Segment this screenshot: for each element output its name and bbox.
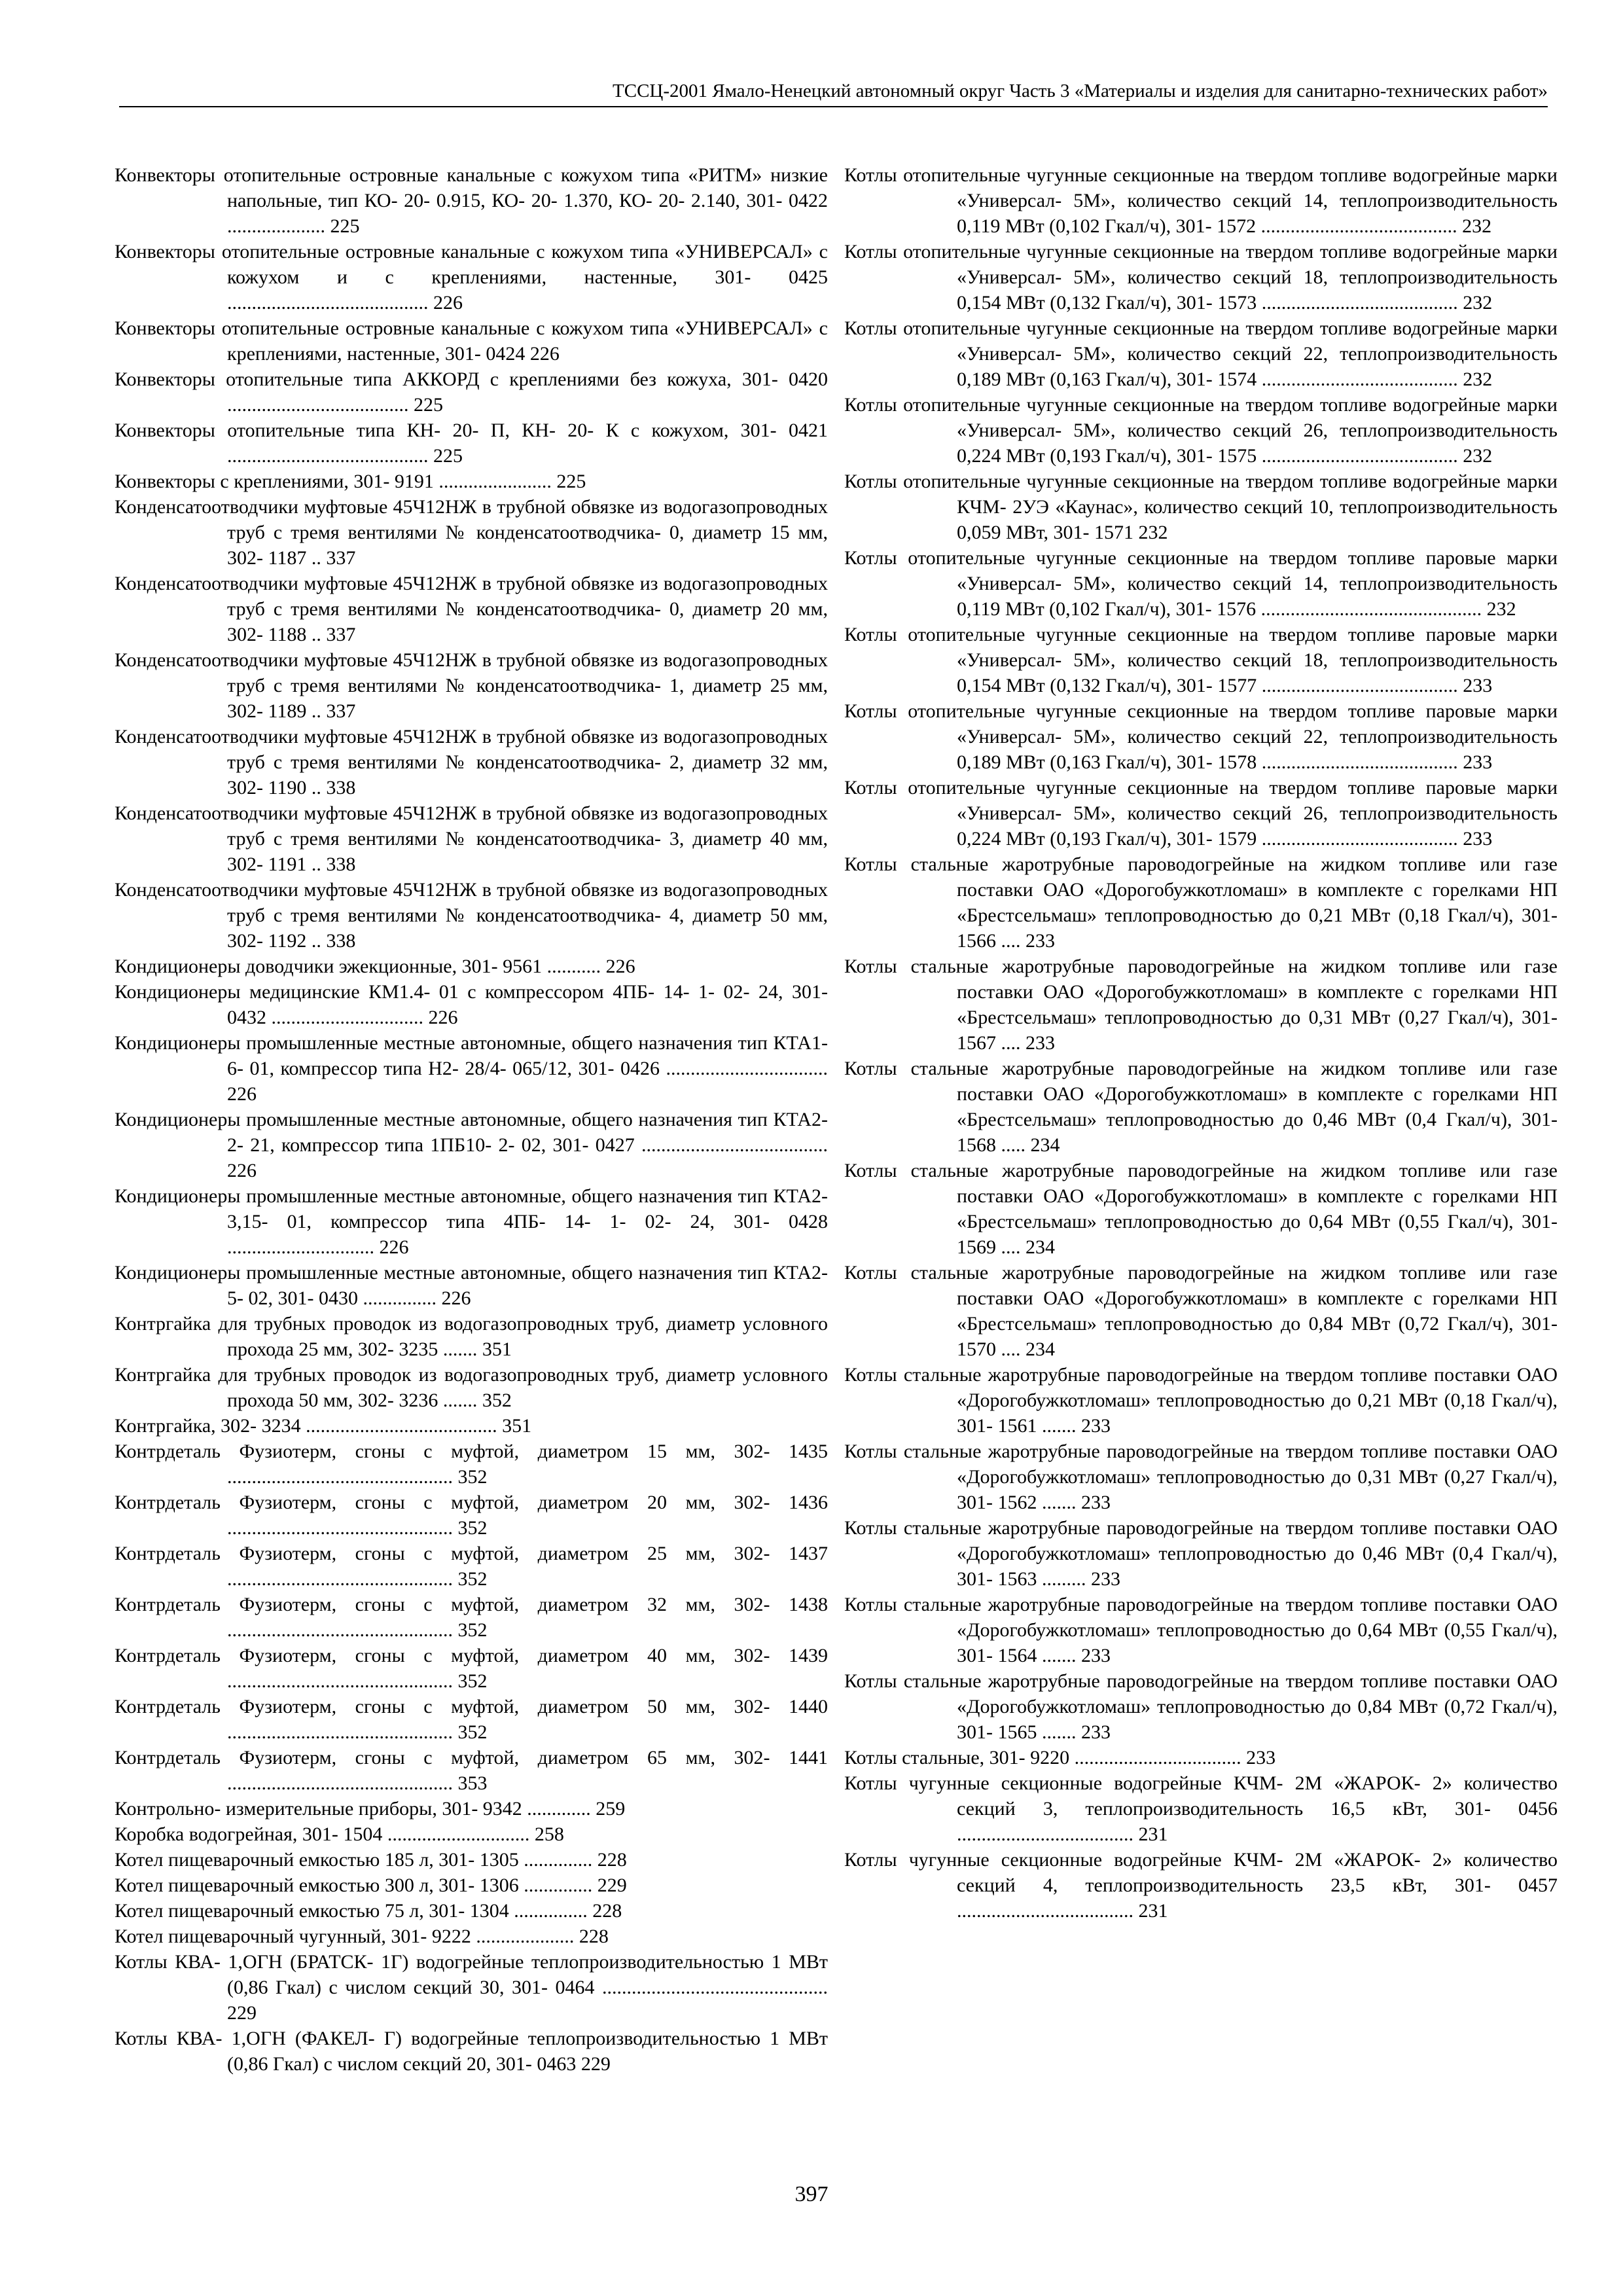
index-entry: Конвекторы отопительные островные канальные с кожухом типа «РИТМ» низкие напольные, тип КО- 20- 0.915, КО- 20- 1.370, КО- 20- 2.140, 301- 0422 .................... 225 <box>115 164 828 237</box>
index-entry: Котел пищеварочный емкостью 185 л, 301- 1305 .............. 228 <box>115 1849 627 1871</box>
index-entry: Кондиционеры промышленные местные автономные, общего назначения тип КТА2- 3,15- 01, компрессор типа 4ПБ- 14- 1- 02- 24, 301- 0428 .............................. 226 <box>115 1185 828 1258</box>
index-entry: Конвекторы отопительные типа КН- 20- П, КН- 20- К с кожухом, 301- 0421 ......................................... 225 <box>115 420 828 467</box>
index-entry: Конденсатоотводчики муфтовые 45Ч12НЖ в трубной обвязке из водогазопроводных труб с тремя вентилями № конденсатоотводчика- 0, диаметр 20 мм, 302- 1188 .. 337 <box>115 573 828 645</box>
index-entry: Котлы стальные жаротрубные пароводогрейные на твердом топливе поставки ОАО «Дорогобужкотломаш» теплопроводностью до 0,21 МВт (0,18 Гкал/ч), 301- 1561 ....... 233 <box>844 1364 1558 1437</box>
index-entry: Кондиционеры доводчики эжекционные, 301- 9561 ........... 226 <box>115 956 635 977</box>
index-entry: Котлы стальные жаротрубные пароводогрейные на жидком топливе или газе поставки ОАО «Дорогобужкотломаш» в комплекте с горелками НП «Брестсельмаш» теплопроводностью до 0,31 МВт (0,27 Гкал/ч), 301- 1567 .... 233 <box>844 956 1558 1054</box>
index-entry: Контрольно- измерительные приборы, 301- 9342 ............. 259 <box>115 1798 626 1820</box>
index-entry: Контргайка для трубных проводок из водогазопроводных труб, диаметр условного прохода 50 мм, 302- 3236 ....... 352 <box>115 1364 828 1411</box>
index-entry: Конвекторы отопительные островные канальные с кожухом типа «УНИВЕРСАЛ» с кожухом и с креплениями, настенные, 301- 0425 ......................................... 226 <box>115 241 828 314</box>
index-entry: Кондиционеры промышленные местные автономные, общего назначения тип КТА1- 6- 01, компрессор типа Н2- 28/4- 065/12, 301- 0426 ................................. 226 <box>115 1032 828 1105</box>
index-entry: Контрдеталь Фузиотерм, сгоны с муфтой, диаметром 25 мм, 302- 1437 .............................................. 352 <box>115 1543 828 1590</box>
index-entry: Котлы отопительные чугунные секционные на твердом топливе паровые марки «Универсал- 5М», количество секций 26, теплопроизводительность 0,224 МВт (0,193 Гкал/ч), 301- 1579 ........................................ 233 <box>844 777 1558 850</box>
index-entry: Котлы чугунные секционные водогрейные КЧМ- 2М «ЖАРОК- 2» количество секций 4, теплопроизводительность 23,5 кВт, 301- 0457 .................................... 231 <box>844 1849 1558 1922</box>
index-entry: Кондиционеры промышленные местные автономные, общего назначения тип КТА2- 2- 21, компрессор типа 1ПБ10- 2- 02, 301- 0427 ...................................... 226 <box>115 1109 828 1181</box>
index-entry: Котлы отопительные чугунные секционные на твердом топливе водогрейные марки КЧМ- 2УЭ «Каунас», количество секций 10, теплопроизводительность 0,059 МВт, 301- 1571 232 <box>844 471 1558 543</box>
index-entry: Котлы отопительные чугунные секционные на твердом топливе паровые марки «Универсал- 5М», количество секций 22, теплопроизводительность 0,189 МВт (0,163 Гкал/ч), 301- 1578 ........................................ 233 <box>844 700 1558 773</box>
index-entry: Конденсатоотводчики муфтовые 45Ч12НЖ в трубной обвязке из водогазопроводных труб с тремя вентилями № конденсатоотводчика- 2, диаметр 32 мм, 302- 1190 .. 338 <box>115 726 828 798</box>
index-entry: Конвекторы отопительные типа АККОРД с креплениями без кожуха, 301- 0420 ..................................... 225 <box>115 368 828 416</box>
index-entry: Котлы стальные жаротрубные пароводогрейные на жидком топливе или газе поставки ОАО «Дорогобужкотломаш» в комплекте с горелками НП «Брестсельмаш» теплопроводностью до 0,21 МВт (0,18 Гкал/ч), 301- 1566 .... 233 <box>844 853 1558 952</box>
index-entry: Конденсатоотводчики муфтовые 45Ч12НЖ в трубной обвязке из водогазопроводных труб с тремя вентилями № конденсатоотводчика- 0, диаметр 15 мм, 302- 1187 .. 337 <box>115 496 828 569</box>
index-entry: Конвекторы отопительные островные канальные с кожухом типа «УНИВЕРСАЛ» с креплениями, настенные, 301- 0424 226 <box>115 317 828 365</box>
index-entry: Кондиционеры промышленные местные автономные, общего назначения тип КТА2- 5- 02, 301- 0430 ............... 226 <box>115 1262 828 1309</box>
index-entry: Конденсатоотводчики муфтовые 45Ч12НЖ в трубной обвязке из водогазопроводных труб с тремя вентилями № конденсатоотводчика- 3, диаметр 40 мм, 302- 1191 .. 338 <box>115 802 828 875</box>
index-entry: Кондиционеры медицинские КМ1.4- 01 с компрессором 4ПБ- 14- 1- 02- 24, 301- 0432 ............................... 226 <box>115 981 828 1028</box>
index-entry: Контрдеталь Фузиотерм, сгоны с муфтой, диаметром 65 мм, 302- 1441 .............................................. 353 <box>115 1747 828 1794</box>
index-entry: Котлы стальные жаротрубные пароводогрейные на твердом топливе поставки ОАО «Дорогобужкотломаш» теплопроводностью до 0,31 МВт (0,27 Гкал/ч), 301- 1562 ....... 233 <box>844 1441 1558 1513</box>
index-column-right <box>844 162 1558 1924</box>
page-number: 397 <box>794 2182 829 2206</box>
index-entry: Котлы отопительные чугунные секционные на твердом топливе водогрейные марки «Универсал- 5М», количество секций 14, теплопроизводительность 0,119 МВт (0,102 Гкал/ч), 301- 1572 ........................................ 232 <box>844 164 1558 237</box>
index-entry: Котлы отопительные чугунные секционные на твердом топливе паровые марки «Универсал- 5М», количество секций 18, теплопроизводительность 0,154 МВт (0,132 Гкал/ч), 301- 1577 ........................................ 233 <box>844 624 1558 696</box>
index-entry: Конвекторы с креплениями, 301- 9191 ....................... 225 <box>115 471 586 492</box>
index-entry: Котлы отопительные чугунные секционные на твердом топливе водогрейные марки «Универсал- 5М», количество секций 22, теплопроизводительность 0,189 МВт (0,163 Гкал/ч), 301- 1574 ........................................ 232 <box>844 317 1558 390</box>
index-entry: Котлы стальные жаротрубные пароводогрейные на жидком топливе или газе поставки ОАО «Дорогобужкотломаш» в комплекте с горелками НП «Брестсельмаш» теплопроводностью до 0,64 МВт (0,55 Гкал/ч), 301- 1569 .... 234 <box>844 1160 1558 1258</box>
index-entry: Котлы стальные жаротрубные пароводогрейные на твердом топливе поставки ОАО «Дорогобужкотломаш» теплопроводностью до 0,84 МВт (0,72 Гкал/ч), 301- 1565 ....... 233 <box>844 1670 1558 1743</box>
index-entry: Контрдеталь Фузиотерм, сгоны с муфтой, диаметром 50 мм, 302- 1440 .............................................. 352 <box>115 1696 828 1743</box>
index-entry: Котел пищеварочный чугунный, 301- 9222 .................... 228 <box>115 1926 609 1947</box>
index-entry: Котлы КВА- 1,ОГН (ФАКЕЛ- Г) водогрейные теплопроизводительностью 1 МВт (0,86 Гкал) с числом секций 20, 301- 0463 229 <box>115 2028 828 2075</box>
index-entry: Котлы чугунные секционные водогрейные КЧМ- 2М «ЖАРОК- 2» количество секций 3, теплопроизводительность 16,5 кВт, 301- 0456 .................................... 231 <box>844 1772 1558 1845</box>
index-entry: Котел пищеварочный емкостью 75 л, 301- 1304 ............... 228 <box>115 1900 622 1922</box>
index-entry: Котлы стальные жаротрубные пароводогрейные на твердом топливе поставки ОАО «Дорогобужкотломаш» теплопроводностью до 0,46 МВт (0,4 Гкал/ч), 301- 1563 ......... 233 <box>844 1517 1558 1590</box>
index-entry: Котлы отопительные чугунные секционные на твердом топливе паровые марки «Универсал- 5М», количество секций 14, теплопроизводительность 0,119 МВт (0,102 Гкал/ч), 301- 1576 ............................................. 232 <box>844 547 1558 620</box>
index-entry: Контргайка, 302- 3234 ....................................... 351 <box>115 1415 532 1437</box>
index-entry: Конденсатоотводчики муфтовые 45Ч12НЖ в трубной обвязке из водогазопроводных труб с тремя вентилями № конденсатоотводчика- 4, диаметр 50 мм, 302- 1192 .. 338 <box>115 879 828 952</box>
index-entry: Котлы отопительные чугунные секционные на твердом топливе водогрейные марки «Универсал- 5М», количество секций 18, теплопроизводительность 0,154 МВт (0,132 Гкал/ч), 301- 1573 ........................................ 232 <box>844 241 1558 314</box>
index-entry: Котел пищеварочный емкостью 300 л, 301- 1306 .............. 229 <box>115 1874 627 1896</box>
index-entry: Котлы стальные жаротрубные пароводогрейные на твердом топливе поставки ОАО «Дорогобужкотломаш» теплопроводностью до 0,64 МВт (0,55 Гкал/ч), 301- 1564 ....... 233 <box>844 1594 1558 1666</box>
index-column-left <box>115 162 828 2077</box>
index-entry: Котлы стальные, 301- 9220 .................................. 233 <box>844 1747 1276 1768</box>
index-entry: Конденсатоотводчики муфтовые 45Ч12НЖ в трубной обвязке из водогазопроводных труб с тремя вентилями № конденсатоотводчика- 1, диаметр 25 мм, 302- 1189 .. 337 <box>115 649 828 722</box>
header-title: ТССЦ-2001 Ямало-Ненецкий автономный округ Часть 3 «Материалы и изделия для санитарно-технических работ» <box>613 81 1548 101</box>
index-entry: Контргайка для трубных проводок из водогазопроводных труб, диаметр условного прохода 25 мм, 302- 3235 ....... 351 <box>115 1313 828 1360</box>
index-entry: Котлы отопительные чугунные секционные на твердом топливе водогрейные марки «Универсал- 5М», количество секций 26, теплопроизводительность 0,224 МВт (0,193 Гкал/ч), 301- 1575 ........................................ 232 <box>844 394 1558 467</box>
index-entry: Контрдеталь Фузиотерм, сгоны с муфтой, диаметром 32 мм, 302- 1438 .............................................. 352 <box>115 1594 828 1641</box>
index-entry: Котлы стальные жаротрубные пароводогрейные на жидком топливе или газе поставки ОАО «Дорогобужкотломаш» в комплекте с горелками НП «Брестсельмаш» теплопроводностью до 0,84 МВт (0,72 Гкал/ч), 301- 1570 .... 234 <box>844 1262 1558 1360</box>
running-header <box>119 63 1548 107</box>
index-entry: Контрдеталь Фузиотерм, сгоны с муфтой, диаметром 15 мм, 302- 1435 .............................................. 352 <box>115 1441 828 1488</box>
index-entry: Котлы стальные жаротрубные пароводогрейные на жидком топливе или газе поставки ОАО «Дорогобужкотломаш» в комплекте с горелками НП «Брестсельмаш» теплопроводностью до 0,46 МВт (0,4 Гкал/ч), 301- 1568 ..... 234 <box>844 1058 1558 1156</box>
index-entry: Контрдеталь Фузиотерм, сгоны с муфтой, диаметром 40 мм, 302- 1439 .............................................. 352 <box>115 1645 828 1692</box>
index-entry: Коробка водогрейная, 301- 1504 ............................. 258 <box>115 1823 564 1845</box>
index-entry: Котлы КВА- 1,ОГН (БРАТСК- 1Г) водогрейные теплопроизводительностью 1 МВт (0,86 Гкал) с числом секций 30, 301- 0464 .............................................. 229 <box>115 1951 828 2024</box>
index-entry: Контрдеталь Фузиотерм, сгоны с муфтой, диаметром 20 мм, 302- 1436 .............................................. 352 <box>115 1492 828 1539</box>
